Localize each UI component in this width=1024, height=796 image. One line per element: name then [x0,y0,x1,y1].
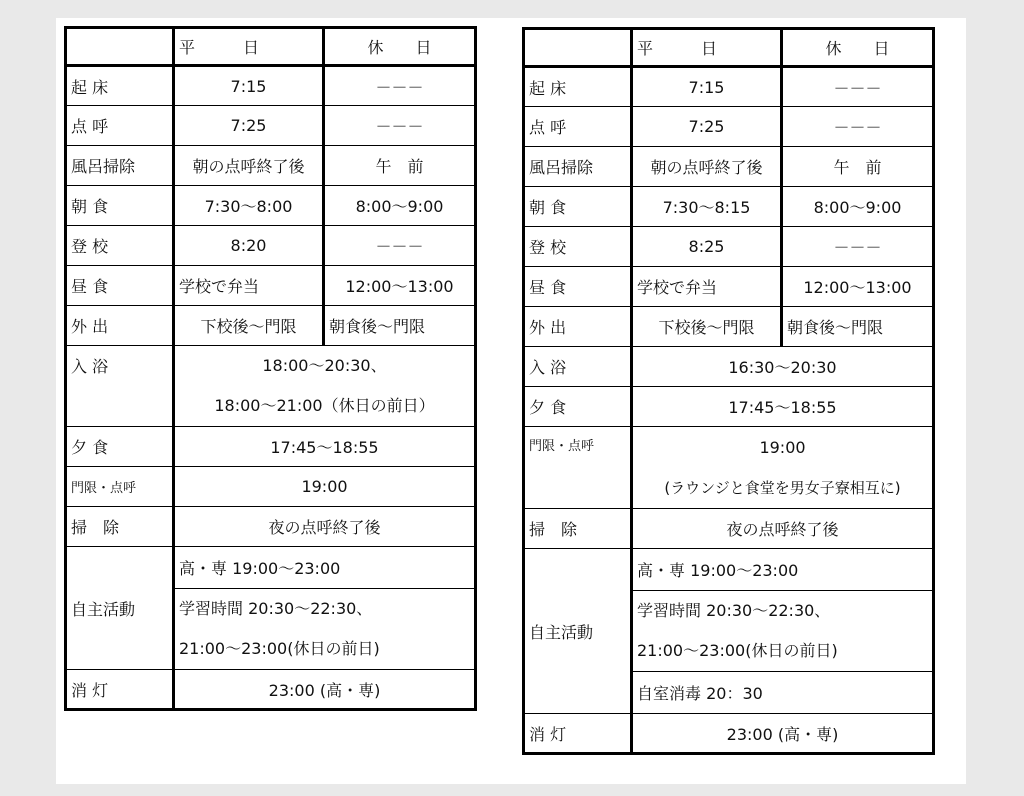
row-label: 点 呼 [524,107,632,147]
row-label: 入 浴 [66,346,174,427]
header-row [524,29,934,67]
cleaning-value: 夜の点呼終了後 [632,509,934,549]
study-line-2: 学習時間 20:30～22:30、 [179,599,373,618]
row-dinner [524,387,934,427]
row-label: 朝 食 [66,186,174,226]
row-outing [524,307,934,347]
study-line-2: 学習時間 20:30～22:30、 [637,601,831,620]
weekday-value: 8:25 [632,227,782,267]
schedule-table-left [64,26,477,711]
row-breakfast [66,186,476,226]
weekday-value: 7:25 [632,107,782,147]
dinner-value: 17:45～18:55 [174,427,476,467]
row-bathing [66,346,476,427]
row-bath-clean [66,146,476,186]
row-label: 入 浴 [524,347,632,387]
bathing-value: 16:30～20:30 [632,347,934,387]
row-dinner [66,427,476,467]
study-value-2 [632,591,934,672]
row-label: 外 出 [66,306,174,346]
row-outing [66,306,476,346]
row-label: 朝 食 [524,187,632,227]
row-school [524,227,934,267]
row-breakfast [524,187,934,227]
holiday-value: 12:00～13:00 [782,267,934,307]
header-holiday: 休 日 [782,29,934,67]
bathing-line-2: 18:00～21:00（休日の前日） [214,396,435,415]
row-bathing [524,347,934,387]
weekday-value: 7:15 [632,67,782,107]
holiday-value: －－－ [324,106,476,146]
weekday-value: 7:30～8:15 [632,187,782,227]
holiday-value: 朝食後～門限 [782,307,934,347]
row-label: 消 灯 [524,714,632,754]
curfew-line-2: (ラウンジと食堂を男女子寮相互に) [664,478,901,497]
holiday-value: －－－ [782,67,934,107]
row-label: 登 校 [524,227,632,267]
row-label: 自主活動 [66,547,174,670]
row-rollcall [524,107,934,147]
row-label: 夕 食 [66,427,174,467]
weekday-value: 下校後～門限 [174,306,324,346]
row-label: 登 校 [66,226,174,266]
document-page [56,18,966,784]
row-label: 昼 食 [524,267,632,307]
cleaning-value: 夜の点呼終了後 [174,507,476,547]
row-label: 外 出 [524,307,632,347]
study-line-1: 高・専 19:00～23:00 [174,547,476,589]
row-label: 風呂掃除 [524,147,632,187]
study-line-3: 21:00～23:00(休日の前日) [637,641,838,660]
header-weekday: 平 日 [632,29,782,67]
row-bath-clean [524,147,934,187]
holiday-value: 12:00～13:00 [324,266,476,306]
curfew-value [632,427,934,509]
weekday-value: 8:20 [174,226,324,266]
row-cleaning [66,507,476,547]
holiday-value: 8:00～9:00 [324,186,476,226]
row-school [66,226,476,266]
holiday-value: －－－ [324,66,476,106]
holiday-value: －－－ [782,107,934,147]
lights-out-value: 23:00 (高・専) [632,714,934,754]
curfew-value: 19:00 [174,467,476,507]
header-holiday: 休 日 [324,28,476,66]
holiday-value: 午 前 [324,146,476,186]
holiday-value: 8:00～9:00 [782,187,934,227]
row-label: 消 灯 [66,670,174,710]
row-cleaning [524,509,934,549]
row-label: 起 床 [524,67,632,107]
weekday-value: 下校後～門限 [632,307,782,347]
row-label: 夕 食 [524,387,632,427]
holiday-value: －－－ [782,227,934,267]
row-label: 起 床 [66,66,174,106]
bathing-value [174,346,476,427]
row-study-1 [66,547,476,589]
study-line-4: 自室消毒 20：30 [632,672,934,714]
row-label: 風呂掃除 [66,146,174,186]
row-study-1 [524,549,934,591]
row-lights-out [524,714,934,754]
row-label: 昼 食 [66,266,174,306]
schedule-table-right [522,27,935,755]
header-corner [524,29,632,67]
study-line-1: 高・専 19:00～23:00 [632,549,934,591]
row-label: 掃 除 [66,507,174,547]
row-label: 掃 除 [524,509,632,549]
header-corner [66,28,174,66]
header-weekday: 平 日 [174,28,324,66]
row-wake [524,67,934,107]
holiday-value: 午 前 [782,147,934,187]
curfew-line-1: 19:00 [759,437,806,457]
header-row [66,28,476,66]
study-line-3: 21:00～23:00(休日の前日) [179,639,380,658]
holiday-value: 朝食後～門限 [324,306,476,346]
study-value-2 [174,589,476,670]
lights-out-value: 23:00 (高・専) [174,670,476,710]
row-rollcall [66,106,476,146]
weekday-value: 7:15 [174,66,324,106]
row-lights-out [66,670,476,710]
row-curfew [66,467,476,507]
row-lunch [66,266,476,306]
row-label: 点 呼 [66,106,174,146]
row-label: 門限・点呼 [66,467,174,507]
weekday-value: 7:30～8:00 [174,186,324,226]
weekday-value: 7:25 [174,106,324,146]
bathing-line-1: 18:00～20:30、 [262,356,387,375]
weekday-value: 朝の点呼終了後 [174,146,324,186]
weekday-value: 学校で弁当 [632,267,782,307]
weekday-value: 学校で弁当 [174,266,324,306]
dinner-value: 17:45～18:55 [632,387,934,427]
row-curfew [524,427,934,509]
row-wake [66,66,476,106]
row-lunch [524,267,934,307]
holiday-value: －－－ [324,226,476,266]
weekday-value: 朝の点呼終了後 [632,147,782,187]
row-label: 門限・点呼 [524,427,632,509]
row-label: 自主活動 [524,549,632,714]
